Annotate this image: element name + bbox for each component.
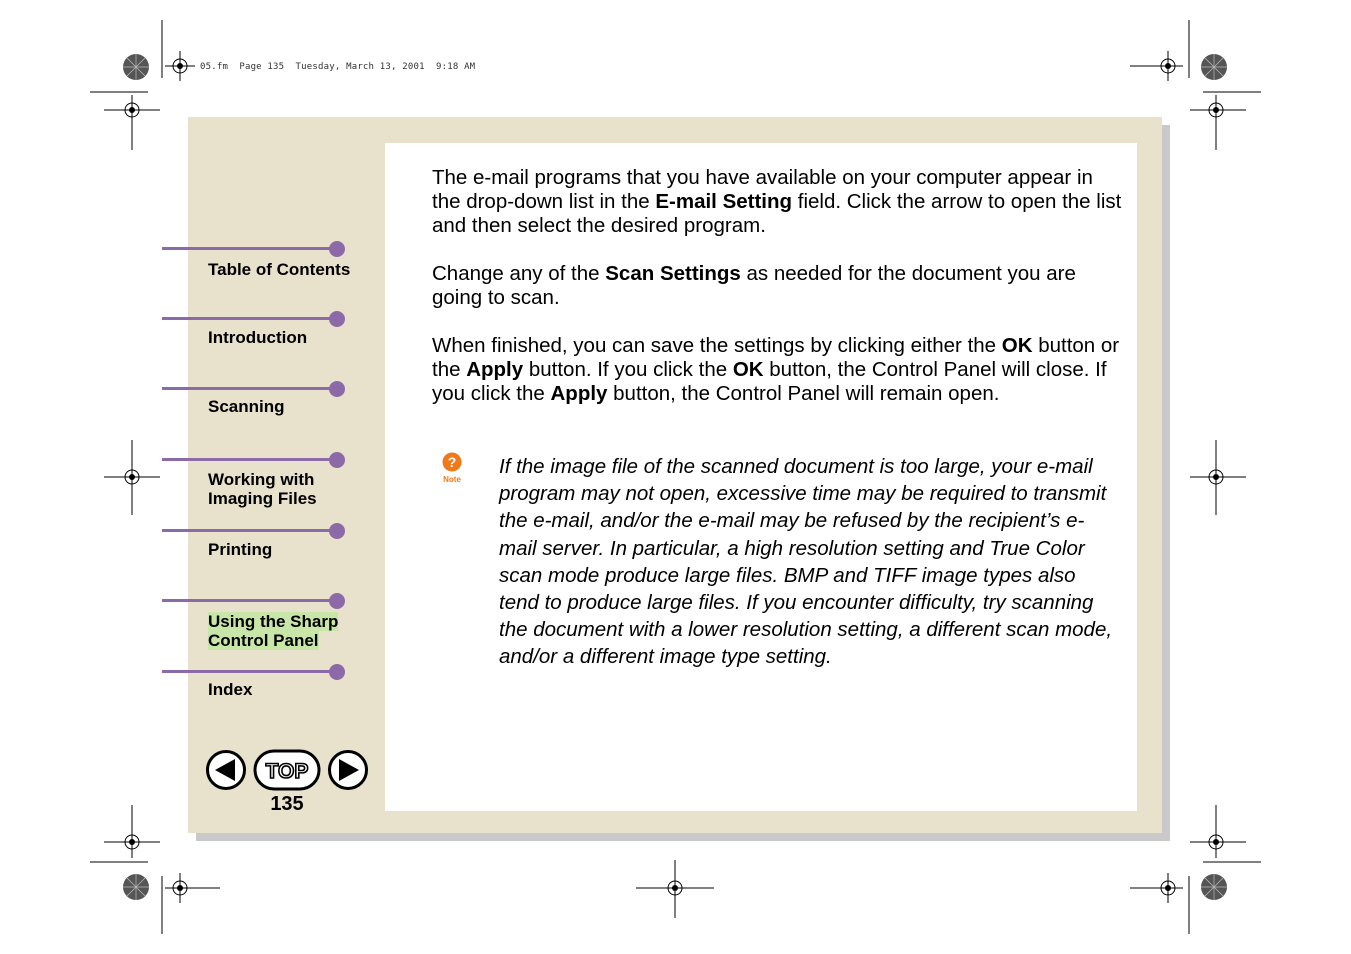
top-button[interactable] bbox=[253, 749, 321, 791]
nav-divider bbox=[162, 458, 338, 461]
nav-divider bbox=[162, 247, 338, 250]
print-header: 05.fm Page 135 Tuesday, March 13, 2001 9:18 AM bbox=[200, 62, 476, 72]
nav-bullet bbox=[329, 241, 345, 257]
nav-bullet bbox=[329, 593, 345, 609]
sidebar-item-table-of-contents[interactable]: Table of Contents bbox=[208, 260, 351, 279]
note-icon bbox=[440, 452, 464, 484]
page-number: 135 bbox=[270, 793, 304, 815]
nav-divider bbox=[162, 670, 338, 673]
nav-bullet bbox=[329, 311, 345, 327]
nav-bullet bbox=[329, 523, 345, 539]
sidebar-item-scanning[interactable]: Scanning bbox=[208, 397, 285, 416]
svg-text:Note: Note bbox=[443, 475, 461, 484]
sidebar-item-working-with-imaging-files[interactable]: Working with Imaging Files bbox=[208, 470, 317, 508]
nav-divider bbox=[162, 387, 338, 390]
paragraph-email-programs: The e-mail programs that you have available on your computer appear in the drop-down list in the E-mail Setting field. Click the arrow to open the list and then select the desired program. bbox=[432, 166, 1122, 237]
sidebar-item-index[interactable]: Index bbox=[208, 680, 253, 699]
svg-text:?: ? bbox=[447, 454, 457, 470]
top-label: TOP bbox=[265, 760, 309, 783]
sidebar-item-label: Using the Sharp Control Panel bbox=[208, 612, 339, 650]
note-text: If the image file of the scanned document is too large, your e-mail program may not open, excessive time may be required to transmit the e-mail, and/or the e-mail may be refused by the recipient’s e-mail server. In particular, a high resolution setting and True Color scan mode produce large files. BMP and TIFF image types also tend to produce large files. If you encounter difficulty, try scanning the document with a lower resolution setting, a different scan mode, and/or a different image type setting. bbox=[499, 455, 1113, 669]
paragraph-scan-settings: Change any of the Scan Settings as needed for the document you are going to scan. bbox=[432, 262, 1076, 309]
sidebar-item-using-the-sharp-control-panel[interactable] bbox=[208, 612, 338, 650]
nav-divider bbox=[162, 317, 338, 320]
nav-bullet bbox=[329, 452, 345, 468]
previous-page-button[interactable] bbox=[205, 749, 247, 791]
sidebar-item-printing[interactable]: Printing bbox=[208, 540, 273, 559]
nav-divider bbox=[162, 599, 338, 602]
nav-divider bbox=[162, 529, 338, 532]
nav-bullet bbox=[329, 381, 345, 397]
sidebar-item-introduction[interactable]: Introduction bbox=[208, 328, 308, 347]
nav-bullet bbox=[329, 664, 345, 680]
paragraph-save-settings: When finished, you can save the settings by clicking either the OK button or the Apply button. If you click the OK button, the Control Panel will close. If you click the Apply button, the Control Panel will remain open. bbox=[432, 334, 1120, 405]
next-page-button[interactable] bbox=[327, 749, 369, 791]
